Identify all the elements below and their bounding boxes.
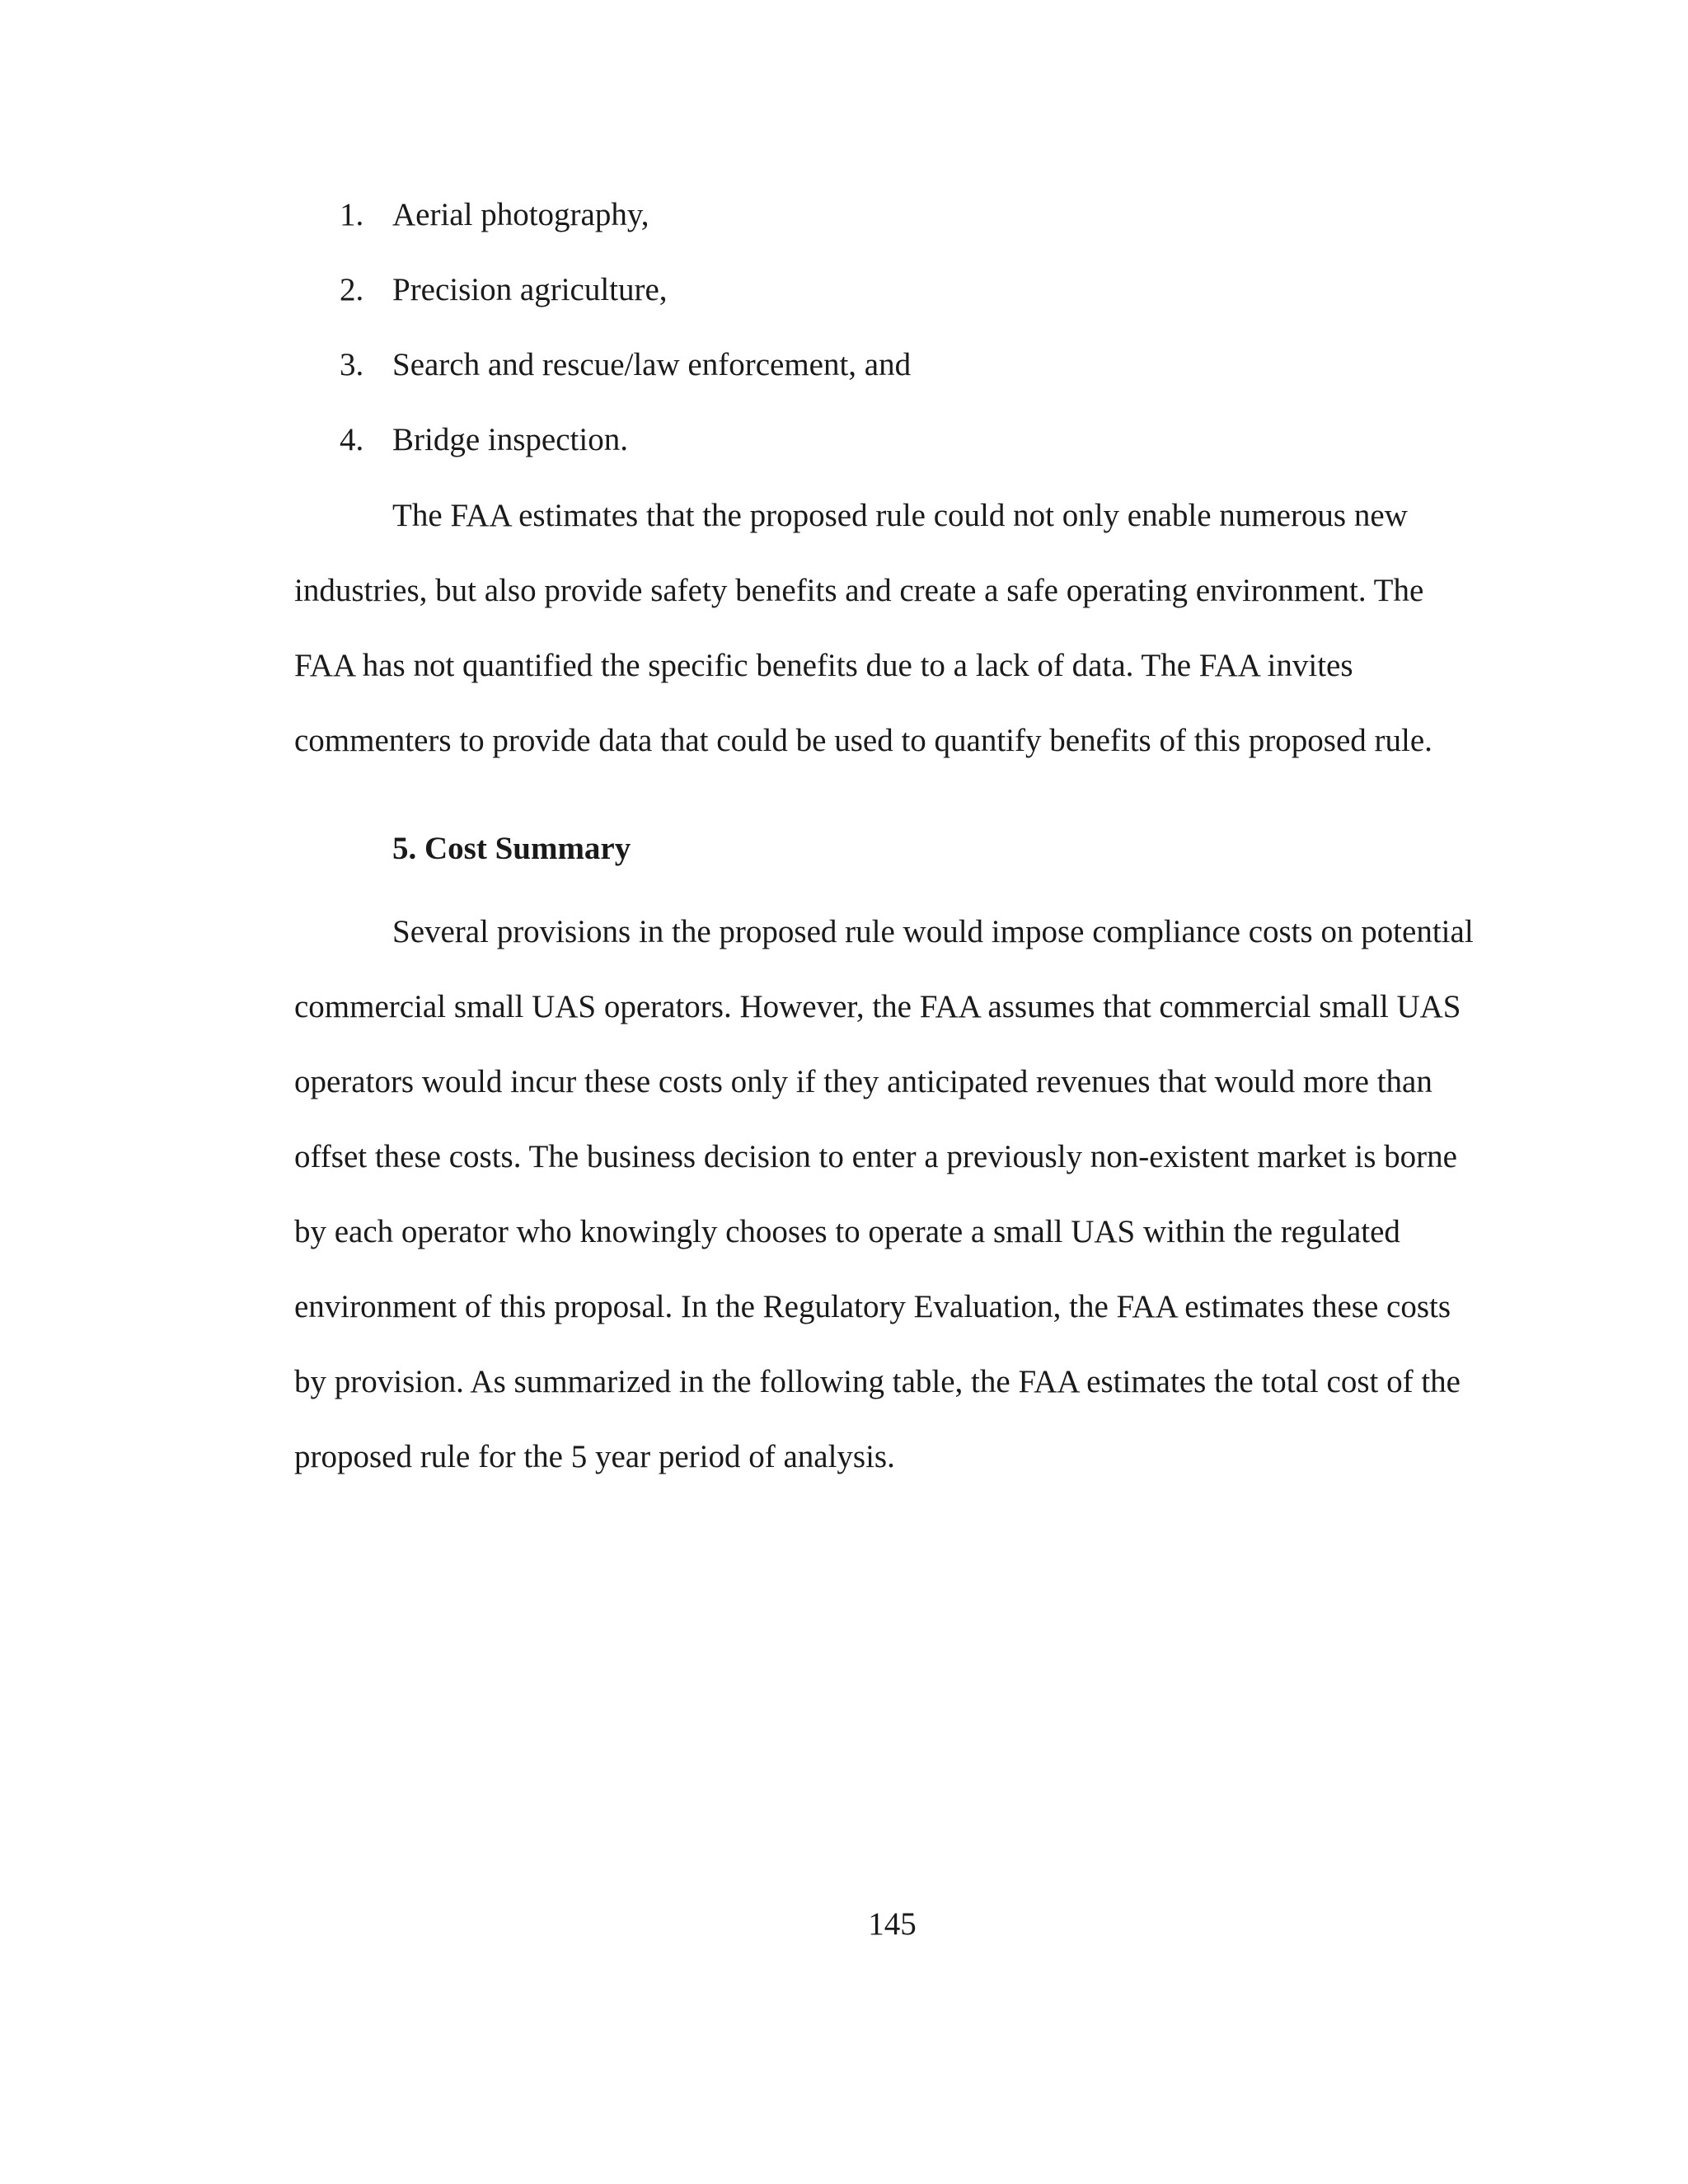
paragraph-line: operators would incur these costs only if they anticipated revenues that would more than <box>294 1064 1432 1099</box>
paragraph-line: environment of this proposal. In the Regulatory Evaluation, the FAA estimates these costs <box>294 1289 1451 1324</box>
page-number: 145 <box>868 1906 917 1942</box>
paragraph-benefits <box>294 478 1531 778</box>
paragraph-line: by each operator who knowingly chooses to operate a small UAS within the regulated <box>294 1214 1400 1249</box>
paragraph-line: commenters to provide data that could be used to quantify benefits of this proposed rule. <box>294 723 1432 758</box>
list-item-text: Aerial photography, <box>392 197 649 232</box>
paragraph-cost-summary <box>294 894 1531 1494</box>
paragraph-line: by provision. As summarized in the following table, the FAA estimates the total cost of the <box>294 1364 1461 1399</box>
section-heading: 5. Cost Summary <box>392 831 631 866</box>
paragraph-line: offset these costs. The business decision to enter a previously non-existent market is borne <box>294 1139 1457 1174</box>
list-item-text: Bridge inspection. <box>392 422 628 457</box>
list-item-number: 1. <box>340 197 364 232</box>
paragraph-line: industries, but also provide safety benefits and create a safe operating environment. The <box>294 573 1424 608</box>
list-item-number: 4. <box>340 422 364 457</box>
list-item-number: 3. <box>340 347 364 382</box>
paragraph-line: The FAA estimates that the proposed rule could not only enable numerous new <box>392 498 1408 533</box>
list-item-text: Search and rescue/law enforcement, and <box>392 347 912 382</box>
list-item-text: Precision agriculture, <box>392 272 668 307</box>
paragraph-line: commercial small UAS operators. However, the FAA assumes that commercial small UAS <box>294 989 1461 1024</box>
paragraph-line: proposed rule for the 5 year period of analysis. <box>294 1439 895 1474</box>
paragraph-line: FAA has not quantified the specific benefits due to a lack of data. The FAA invites <box>294 648 1353 683</box>
list-item-number: 2. <box>340 272 364 307</box>
paragraph-line: Several provisions in the proposed rule would impose compliance costs on potential <box>392 914 1474 949</box>
